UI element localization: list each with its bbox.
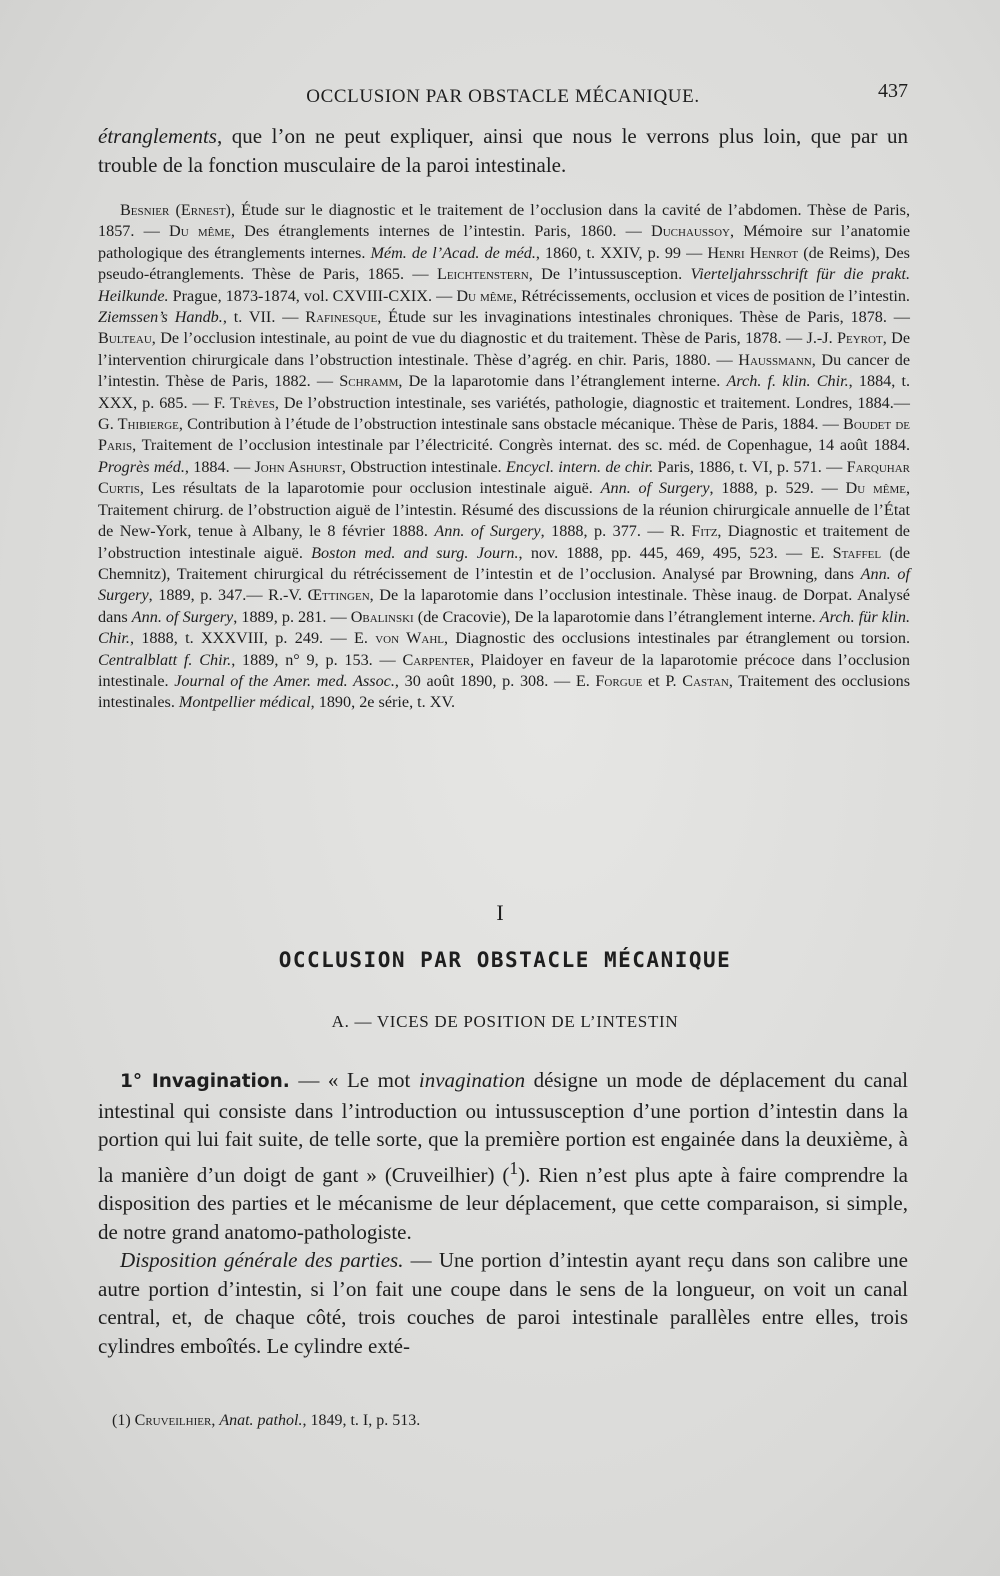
disposition-text: — Une portion d’intestin ayant reçu dans son calibre une autre portion d’intestin, si l’on fait une coupe dans le sens de la longueur, on voit un canal central, et, de chaque côté, trois couches de paroi intestinale parallèles entre elles, trois cylindres emboîtés. Le cylindre exté- <box>98 1248 908 1358</box>
bibliography-author: E. Forgue <box>575 671 643 690</box>
disposition-heading: Disposition générale des parties. <box>120 1248 404 1272</box>
bibliography-text: , Plaidoyer en faveur de la laparotomie précoce dans l’occlusion intestinale. <box>98 650 910 690</box>
bibliography-author: Du même <box>456 286 514 305</box>
bibliography-author: Farquhar Curtis <box>98 457 911 498</box>
running-head <box>98 80 908 116</box>
bibliography-text: , Étude sur le diagnostic et le traitement de l’occlusion dans la cavité de l’abdomen. Thèse de Paris, 1857. — <box>98 201 910 241</box>
bibliography-source: Centralblatt f. Chir. <box>98 650 232 669</box>
bibliography-text: , De l’occlusion intestinale, au point de vue du diagnostic et du traitement. Thèse de Paris, 1878. — <box>151 329 807 348</box>
footnote-title: Anat. pathol. <box>219 1412 303 1429</box>
bibliography-author: R.-V. Œttingen <box>268 586 370 605</box>
bibliography-entry <box>169 222 651 240</box>
bibliography-entry <box>98 329 807 347</box>
bibliography-text: , t. VII. — <box>222 308 306 327</box>
bibliography-text: (de Chemnitz), Traitement chirurgical du rétrécissement de l’intestin et de l’occlusion. Analysé par Browning, dans <box>98 543 911 583</box>
bibliography-text: , 1888, p. 529. — <box>709 479 846 498</box>
bibliography-author: Du même <box>169 222 231 241</box>
bibliography-author: Schramm <box>339 372 399 391</box>
footnote-author: Cruveilhier <box>134 1412 212 1429</box>
bibliography-text: Prague, 1873-1874, vol. CXVIII-CXIX. — <box>168 286 457 305</box>
bibliography-entry <box>98 415 843 433</box>
bibliography-source: Encycl. intern. de chir. <box>505 457 654 476</box>
bibliography-text: , De l’intervention chirurgicale dans l’obstruction intestinale. Thèse d’agrég. en chir. Paris, 1880. — <box>98 329 911 369</box>
bibliography-text: Paris, 1886, t. VI, p. 571. — <box>653 457 847 476</box>
bibliography-text: , 1888, t. XXXVIII, p. 249. — <box>129 629 354 648</box>
bibliography-text: , Contribution à l’étude de l’obstruction intestinale sans obstacle mécanique. Thèse de Paris, 1884. — <box>178 415 844 434</box>
footnote-text: , 1849, t. I, p. 513. <box>302 1412 421 1429</box>
bibliography-author: Bulteau <box>98 329 152 348</box>
bibliography-source: Boston med. and surg. Journ. <box>311 543 519 562</box>
bibliography-text: (de Cracovie), De la laparotomie dans l’étranglement interne. <box>413 607 820 626</box>
section-title: OCCLUSION PAR OBSTACLE MÉCANIQUE <box>278 948 732 972</box>
bibliography-text: et <box>642 671 666 690</box>
bibliography-text: , Des étranglements internes de l’intestin. Paris, 1860. — <box>230 222 652 241</box>
bibliography-author: Henri Henrot <box>707 243 799 262</box>
intro-text: , que l’on ne peut expliquer, ainsi que nous le verrons plus loin, que par un trouble de la fonction musculaire de la paroi intestinale. <box>98 124 908 177</box>
bibliography-author: E. von Wahl <box>353 629 445 648</box>
bibliography-source: Mém. de l’Acad. de méd. <box>370 243 536 262</box>
bibliography-text: (de Reims), Des pseudo-étranglements. Thèse de Paris, 1865. — <box>98 243 910 284</box>
bibliography-text: , De l’obstruction intestinale, ses variétés, pathologie, diagnostic et traitement. Londres, 1884.— <box>274 393 910 412</box>
intro-paragraph <box>98 122 908 179</box>
footnote-marker: (1) <box>112 1412 131 1429</box>
bibliography-author: Leichtenstern <box>436 265 529 284</box>
section-number: I <box>496 900 504 925</box>
bibliography-text: , 1889, p. 281. — <box>233 607 351 626</box>
bibliography-source: Ann. of Surgery <box>600 479 710 498</box>
bibliography-author: Duchaussoy <box>651 222 730 241</box>
invagination-text-b: désigne un mode de déplacement du canal intestinal qui consiste dans l’introduction ou intussusception d’une portion d’intestin dans la portion qui lui fait suite, de telle sorte, que la première portion est engainée dans la deuxième, à la manière d’un doigt de gant » (Cruveilhier) ( <box>98 1068 908 1187</box>
bibliography-text: , Étude sur les invaginations intestinales chroniques. Thèse de Paris, 1878. — <box>377 308 910 327</box>
bibliography-text: , 1890, 2e série, t. XV. <box>310 693 456 712</box>
bibliography-entry <box>576 672 666 690</box>
footnote: (1) Cruveilhier, Anat. pathol., 1849, t. I, p. 513. <box>112 1412 421 1429</box>
bibliography-author: Obalinski <box>350 607 414 626</box>
bibliography-text: , Les résultats de la laparotomie pour occlusion intestinale aiguë. <box>139 479 601 498</box>
bibliography-source: Ziemssen’s Handb. <box>98 308 223 327</box>
bibliography-author: Carpenter <box>402 650 471 669</box>
bibliography-text: , nov. 1888, pp. 445, 469, 495, 523. — <box>518 543 811 562</box>
bibliography-text: , Traitement chirurg. de l’obstruction aiguë de l’intestin. Résumé des discussions de la réunion chirurgicale annuelle de l’État de New-York, tenue à Albany, le 8 février 1888. <box>98 479 911 541</box>
bibliography-source: Progrès méd. <box>98 457 185 476</box>
bibliography-author: J.-J. Peyrot <box>806 329 883 348</box>
bibliography-author: G. Thibierge <box>98 415 179 434</box>
bibliography-text: , Obstruction intestinale. <box>341 457 506 476</box>
bibliography-text: , Du cancer de l’intestin. Thèse de Paris, 1882. — <box>98 350 911 391</box>
footnote-reference[interactable]: 1 <box>509 1157 519 1178</box>
bibliography-source: Ann. of Surgery <box>434 522 541 541</box>
running-title: OCCLUSION PAR OBSTACLE MÉCANIQUE. <box>306 86 700 107</box>
bibliography-author: F. Trèves <box>213 393 275 412</box>
bibliography-source: Vierteljahrsschrift für die prakt. Heilkunde. <box>98 265 910 305</box>
bibliography-entry <box>254 458 846 476</box>
bibliography-text: , Mémoire sur l’anatomie pathologique des étranglements internes. <box>98 222 911 262</box>
bibliography-text: , Traitement de l’occlusion intestinale par l’électricité. Congrès internat. des sc. méd. de Copenhague, 14 août 1884. <box>132 436 910 455</box>
bibliography-text: , 1860, t. XXIV, p. 99 — <box>535 243 708 262</box>
bibliography-author: John Ashurst <box>254 457 342 476</box>
bibliography-source: Montpellier médical <box>178 693 311 712</box>
invagination-heading: 1° Invagination. <box>120 1071 290 1092</box>
intro-emphasis: étranglements <box>98 124 217 148</box>
bibliography-text: , 1884. — <box>184 457 255 476</box>
invagination-text-a: — « Le mot <box>289 1068 419 1092</box>
bibliography-author: P. Castan <box>665 671 729 690</box>
disposition-paragraph <box>98 1246 908 1360</box>
bibliography-author: Besnier (Ernest) <box>120 201 231 219</box>
bibliography-entry <box>305 308 910 326</box>
bibliography-author: Rafinesque <box>305 308 378 327</box>
bibliography-text: , 1884, t. XXX, p. 685. — <box>98 372 911 412</box>
bibliography-text: , Diagnostic des occlusions intestinales par étranglement ou torsion. <box>444 629 911 648</box>
subsection-title: A. — VICES DE POSITION DE L’INTESTIN <box>331 1012 679 1031</box>
bibliography-source: Arch. f. klin. Chir. <box>726 372 849 391</box>
bibliography-text: , De la laparotomie dans l’occlusion intestinale. Thèse inaug. de Dorpat. Analysé dans <box>98 586 910 626</box>
bibliography-author: Boudet de Paris <box>98 415 910 455</box>
invagination-emphasis: invagination <box>418 1068 526 1092</box>
bibliography <box>98 200 910 714</box>
bibliography-text: , 1888, p. 377. — <box>540 522 671 541</box>
bibliography-author: R. Fitz <box>670 522 718 541</box>
bibliography-text: , 30 août 1890, p. 308. — <box>394 671 576 690</box>
bibliography-source: Ann. of Surgery <box>131 607 234 626</box>
bibliography-text: , De la laparotomie dans l’étranglement interne. <box>398 372 727 391</box>
invagination-text-c: ). Rien n’est plus apte à faire comprendre la disposition des parties et le mécanisme de leur déplacement, que cette comparaison, si simple, de notre grand anatomo-pathologiste. <box>98 1162 908 1244</box>
bibliography-text: , 1889, n° 9, p. 153. — <box>231 650 403 669</box>
bibliography-text: , 1889, p. 347.— <box>148 586 269 605</box>
bibliography-source: Arch. für klin. Chir. <box>98 607 911 648</box>
bibliography-text: , Rétrécissements, occlusion et vices de position de l’intestin. <box>513 286 910 305</box>
bibliography-author: Du même <box>845 479 906 498</box>
bibliography-entry <box>214 394 910 412</box>
bibliography-author: Haussmann <box>738 350 812 369</box>
bibliography-text: , Diagnostic et traitement de l’obstruction intestinale aiguë. <box>98 522 910 562</box>
main-text <box>98 1066 908 1360</box>
bibliography-text: , De l’intussusception. <box>528 265 691 284</box>
bibliography-text: , Traitement des occlusions intestinales. <box>98 671 910 712</box>
bibliography-source: Journal of the Amer. med. Assoc. <box>174 671 395 690</box>
bibliography-author: E. Staffel <box>810 543 882 562</box>
invagination-paragraph <box>98 1066 908 1246</box>
page-number: 437 <box>878 80 908 102</box>
bibliography-source: Ann. of Surgery <box>98 564 911 605</box>
